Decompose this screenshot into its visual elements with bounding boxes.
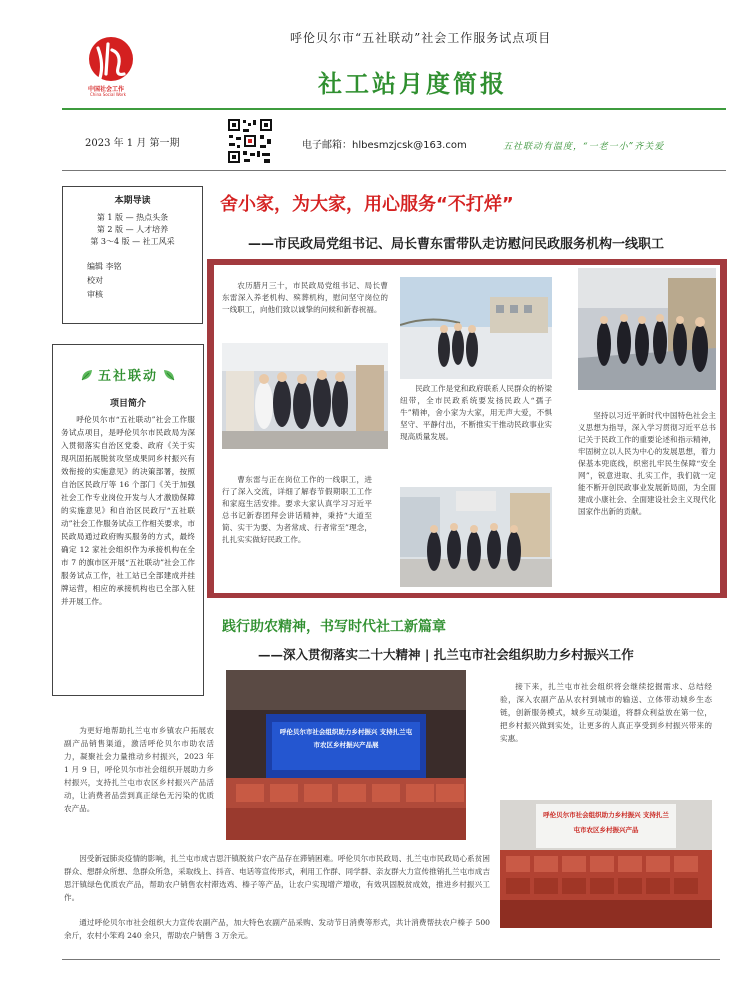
page-title: 社工站月度简报	[318, 70, 507, 98]
toc-item: 第 2 版 — 人才培养	[96, 225, 169, 234]
article1-paragraph: 坚持以习近平新时代中国特色社会主义思想为指导，深入学习贯彻习近平总书记关于民政工作的重要论述和指示精神，牢固树立以人民为中心的发展思想，着力保基本兜底线，织密扎牢民生保障“安全网”，锐意进取、扎实工作，我们就一定能不断开创民政事业发展新局面，为全面建成小康社会、全面建设社会主义现代化国家作出新的贡献。	[578, 411, 716, 516]
intro-heading-row	[61, 365, 195, 384]
photo-group-visit	[400, 487, 552, 587]
toc-item: 第 1 版 — 热点头条	[96, 213, 169, 222]
article1-subtitle: ——市民政局党组书记、局长曹东雷带队走访慰问民政服务机构一线职工	[248, 237, 665, 252]
intro-heading: 五社联动	[97, 369, 158, 384]
project-subtitle: 呼伦贝尔市“五社联动”社会工作服务试点项目	[290, 31, 552, 45]
intro-subheading: 项目简介	[109, 399, 146, 409]
article1-paragraph: 农历腊月三十，市民政局党组书记、局长曹东雷深入养老机构、殡葬机构，慰问坚守岗位的一线职工，向他们致以诚挚的问候和新春祝福。	[222, 281, 388, 314]
footer-divider	[62, 959, 720, 960]
article1-title: 舍小家，为大家，用心服务“不打烊”	[220, 194, 514, 215]
toc-title: 本期导读	[114, 196, 151, 206]
slogan: 五社联动有温度，“一老一小”齐关爱	[503, 142, 665, 152]
china-social-work-logo	[82, 34, 140, 100]
photo-product-exhibition	[226, 670, 466, 840]
article1-paragraph: 民政工作是党和政府联系人民群众的桥梁纽带，全市民政系统要发扬民政人“孺子牛”精神，舍小家为大家，用无声大爱，不惧坚守、平静付出，不断推实干推动民政事业实现高质量发展。	[400, 384, 552, 441]
header-divider	[62, 108, 726, 110]
qr-code-icon	[226, 117, 274, 165]
logo-caption: 中国社会工作	[88, 86, 125, 93]
contact-email: 电子邮箱：hlbesmzjcsk@163.com	[302, 140, 467, 151]
article2-subtitle: ——深入贯彻落实二十大精神 | 扎兰屯市社会组织助力乡村振兴工作	[258, 647, 634, 662]
display-banner-text: 呼伦贝尔市社会组织助力乡村振兴 支持扎兰屯市农区乡村振兴产品	[543, 811, 669, 834]
header-thin-divider	[62, 170, 726, 171]
article2-paragraph: 接下来，扎兰屯市社会组织将会继续挖掘需求、总结经验，深入农副产品从农村到城市的输送、立体带动城乡生态链，创新服务模式，城乡互动渠道，将群众利益放在第一位，把乡村振兴做到实处，让更多的人真正享受到乡村振兴带来的实惠。	[500, 682, 712, 743]
exhibition-banner-text: 呼伦贝尔市社会组织助力乡村振兴 支持扎兰屯市农区乡村振兴产品展	[279, 728, 413, 749]
article1-paragraph: 曹东雷与正在岗位工作的一线职工，进行了深入交流，详细了解春节假期职工工作和家庭生活安排。要求大家认真学习习近平总书记新春团拜会讲话精神，秉持“大道至简、实干为要、为者常成、行者常至”理念，扎扎实实做好民政工作。	[222, 475, 372, 544]
toc-box	[62, 186, 203, 324]
article2-title: 践行助农精神，书写时代社工新篇章	[222, 619, 446, 635]
leaf-icon	[162, 368, 176, 382]
toc-item: 第 3～4 版 — 社工风采	[90, 237, 175, 246]
photo-product-display	[500, 800, 712, 928]
photo-office-visit	[222, 343, 388, 449]
article2-paragraph: 通过呼伦贝尔市社会组织大力宣传农副产品，加大特色农副产品采购、发动节日消费等形式，共计消费帮扶农户榛子 500 余斤，农村小笨鸡 240 余只，帮助农户销售 3 万余元。	[64, 918, 490, 940]
photo-outdoor-visit	[400, 277, 552, 379]
staff-list	[71, 260, 194, 302]
staff-reviewer: 审核	[87, 290, 103, 299]
project-intro-box	[52, 344, 204, 696]
article2-paragraph: 为更好地帮助扎兰屯市乡镇农户拓展农副产品销售渠道，激活呼伦贝尔市助农活力，凝聚社会力量推动乡村振兴，2023 年 1 月 9 日，呼伦贝尔市社会组织开展助力乡村振兴，支持扎兰屯市农区乡村振兴产品活动，让消费者品尝到真正绿色无污染的优质农产品。	[64, 726, 214, 813]
photo-hallway-visit	[578, 268, 716, 390]
issue-label: 2023 年 1 月 第一期	[85, 138, 180, 149]
logo-caption-en: China Social Work	[90, 92, 126, 97]
leaf-icon	[80, 368, 94, 382]
article2-paragraph: 因受新冠肺炎疫情的影响，扎兰屯市成吉思汗镇脱贫户农产品存在滞销困难。呼伦贝尔市民政局、扎兰屯市民政局心系贫困群众、想群众所想、急群众所急，采取线上、抖音、电话等宣传形式，利用工作群、同学群、亲友群大力宣传推销扎兰屯市成吉思汗镇绿色优质农产品，帮助农户销售农村滞选鸡、榛子等产品，让农户实现增产增收，有效巩固脱贫成效，推进乡村振兴工作。	[64, 854, 490, 902]
intro-text: 呼伦贝尔市“五社联动”社会工作服务试点项目，是呼伦贝尔市民政局为深入贯彻落实自治区党委、政府《关于实现巩固拓展脱贫攻坚成果同乡村振兴有效衔接的实施意见》的决策部署，按照自治区民政厅等 16 个部门《关于加强社会工作专业岗位开发与人才激励保障的实施意见》和自治区民政厅“五社联动”社会工作服务试点工作相关要求，市民政局通过政府购买服务的方式，最终确定 12 家社会组织作为承接机构在全市 7 的旗市区开展“五社联动”社会工作服务试点工作，社工站已全部建成并挂牌运营，相应的承接机构也已全部入驻并开展工作。	[61, 415, 195, 606]
staff-editor: 编辑 李铭	[87, 262, 122, 271]
staff-proofreader: 校对	[87, 276, 103, 285]
